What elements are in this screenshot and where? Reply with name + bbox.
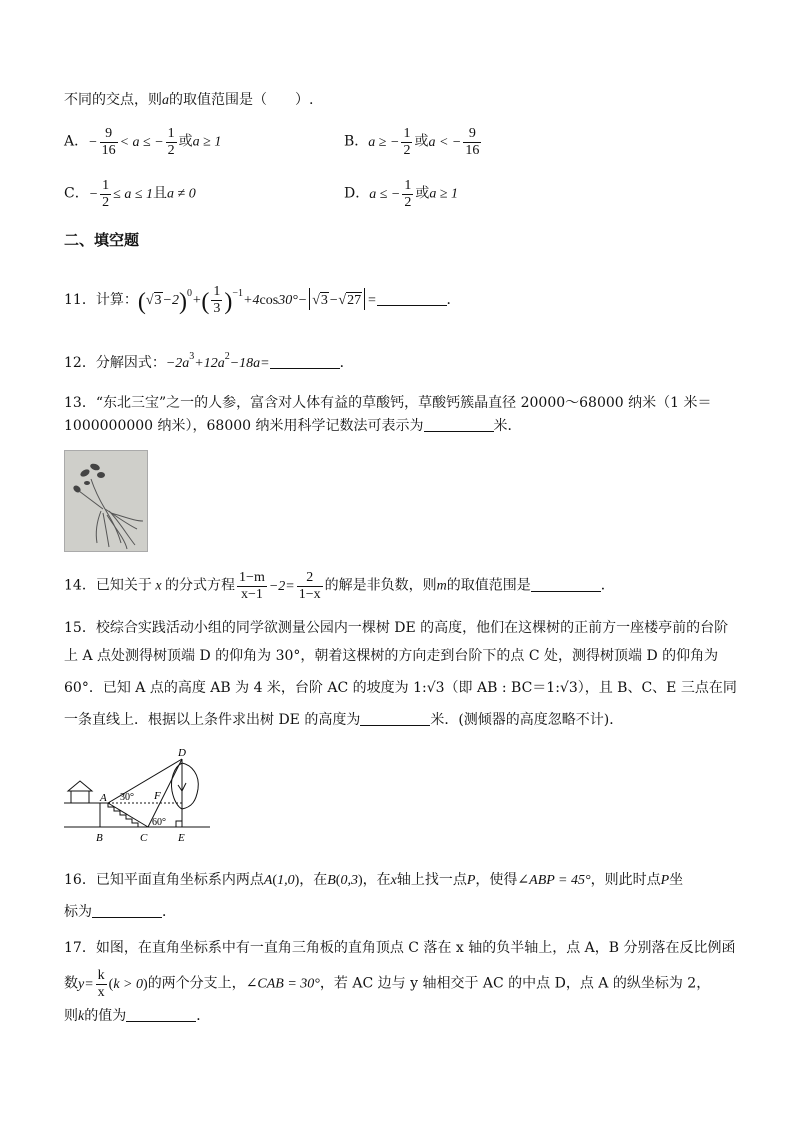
q14: 14．已知关于 x 的分式方程 $\frac{1-m}{x-1}$ −2= $\frac{2}{1-x}$ 的解是非负数，则m的取值范围是 ． xyxy=(64,570,615,602)
q11: 11．计算：$(√3-2)^0+$( $\frac{1}{3}$ )$^{-1}$+4cos30°− √3−√27 = ． xyxy=(64,284,461,317)
ginseng-image xyxy=(64,450,148,552)
q12: 12．分解因式：$-2a^3+12a^2-18a=$ ． xyxy=(64,351,354,371)
q13-line2: 1000000000 纳米），68000 纳米用科学记数法可表示为 米． xyxy=(64,418,522,434)
q16-line1: 16．已知平面直角坐标系内两点A(1,0)，在B(0,3)，在x轴上找一点P，使得∠ABP = 45°，则此时点P坐 xyxy=(64,872,684,888)
fig-angle-60: 60° xyxy=(152,817,166,828)
q15-line2: 上 A 点处测得树顶端 D 的仰角为 30°，朝着这棵树的方向走到台阶下的点 C 处，测得树顶端 D 的仰角为 xyxy=(64,648,719,664)
q16-line2: 标为 ． xyxy=(64,904,176,920)
q15-diagram xyxy=(60,745,210,845)
q17-line2: 数y= $\frac{k}{x}$ (k > 0)的两个分支上，∠CAB = 30°，若 AC 边与 y 轴相交于 AC 的中点 D，点 A 的纵坐标为 2， xyxy=(64,968,711,1000)
fig-label-b: B xyxy=(96,832,103,844)
fig-angle-30: 30° xyxy=(120,792,134,803)
fig-label-c: C xyxy=(140,832,148,844)
section-title: 二、填空题 xyxy=(64,231,140,249)
fig-label-f: F xyxy=(154,790,161,802)
q15-figure xyxy=(60,745,210,845)
q10-option-b: B．a ≥ − $\frac{1}{2}$ 或a < − $\frac{9}{16}$ xyxy=(344,126,480,158)
q13-line1: 13．“东北三宝”之一的人参，富含对人体有益的草酸钙，草酸钙簇晶直径 20000～68000 纳米（1 米＝ xyxy=(64,395,712,411)
q15-line4: 一条直线上．根据以上条件求出树 DE 的高度为 米．(测倾器的高度忽略不计)． xyxy=(64,712,624,728)
q16-answer-blank[interactable] xyxy=(92,903,162,918)
q11-answer-blank[interactable] xyxy=(377,291,447,306)
ginseng-illustration xyxy=(65,451,147,551)
q15-line1: 15．校综合实践活动小组的同学欲测量公园内一棵树 DE 的高度，他们在这棵树的正前方一座楼亭前的台阶 xyxy=(64,620,729,636)
q10-continuation: 不同的交点，则a的取值范围是（ ）. xyxy=(64,92,314,108)
q10-option-d: D．a ≤ − $\frac{1}{2}$ 或a ≥ 1 xyxy=(344,178,459,210)
q17-answer-blank[interactable] xyxy=(126,1007,196,1022)
q15-answer-blank[interactable] xyxy=(360,711,430,726)
q14-answer-blank[interactable] xyxy=(531,577,601,592)
fig-label-a: A xyxy=(100,792,107,804)
fig-label-d: D xyxy=(178,747,186,759)
q13-answer-blank[interactable] xyxy=(424,417,494,432)
q10-option-a: A．− $\frac{9}{16}$ < a ≤ − $\frac{1}{2}$ 或a ≥ 1 xyxy=(64,126,222,158)
q15-line3: 60°．已知 A 点的高度 AB 为 4 米，台阶 AC 的坡度为 1:√3（即 AB : BC＝1:√3），且 B、C、E 三点在同 xyxy=(64,680,737,696)
q17-line3: 则k的值为 ． xyxy=(64,1008,211,1024)
q17-line1: 17．如图，在直角坐标系中有一直角三角板的直角顶点 C 落在 x 轴的负半轴上，点 A，B 分别落在反比例函 xyxy=(64,940,736,956)
q10-option-c: C．− $\frac{1}{2}$ ≤ a ≤ 1且a ≠ 0 xyxy=(64,178,196,210)
fig-label-e: E xyxy=(178,832,185,844)
q12-answer-blank[interactable] xyxy=(270,354,340,369)
